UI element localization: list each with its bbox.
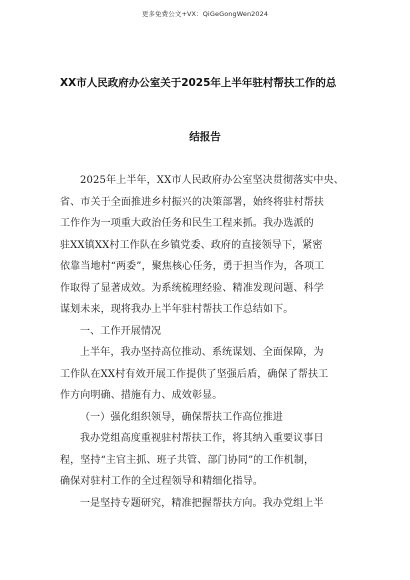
document-body [60, 170, 355, 514]
body-line: 2025年上半年，XX市人民政府办公室坚决贯彻落实中央、 [80, 175, 344, 186]
body-line: 省、市关于全面推进乡村振兴的决策部署，始终将驻村帮扶 [60, 196, 324, 208]
body-line: 工作作为一项重大政治任务和民生工程来抓。我办选派的 [60, 218, 314, 229]
header-note: 更多免费公文+VX：QiGeGongWen2024 [141, 10, 269, 18]
body-line: （一）强化组织领导，确保帮扶工作高位推进 [80, 411, 283, 423]
body-line: 我办党组高度重视驻村帮扶工作，将其纳入重要议事日 [80, 433, 324, 444]
body-line: 程，坚持“主官主抓、班子共管、部门协同”的工作机制， [60, 454, 315, 466]
body-line: 上半年，我办坚持高位推动、系统谋划、全面保障，为 [80, 347, 324, 358]
document-title-line-1: XX市人民政府办公室关于2025年上半年驻村帮扶工作的总 [60, 77, 337, 89]
body-line: 一、工作开展情况 [80, 325, 162, 337]
body-line: 作方向明确、措施有力、成效彰显。 [60, 390, 223, 401]
document-title-line-2: 结报告 [189, 131, 221, 143]
body-line: 工作队在XX村有效开展工作提供了坚强后盾，确保了帮扶工 [60, 368, 329, 380]
body-line: 确保对驻村工作的全过程领导和精细化指导。 [60, 476, 263, 487]
body-line: 谋划未来，现将我办上半年驻村帮扶工作总结如下。 [60, 304, 294, 315]
body-line: 作取得了显著成效。为系统梳理经验、精准发现问题、科学 [60, 282, 324, 294]
body-line: 一是坚持专题研究，精准把握帮扶方向。我办党组上半 [80, 497, 324, 509]
body-line: 驻XX镇XX村工作队在乡镇党委、政府的直接领导下，紧密 [60, 239, 323, 251]
body-line: 依靠当地村“两委”，聚焦核心任务，勇于担当作为，各项工 [60, 261, 325, 272]
